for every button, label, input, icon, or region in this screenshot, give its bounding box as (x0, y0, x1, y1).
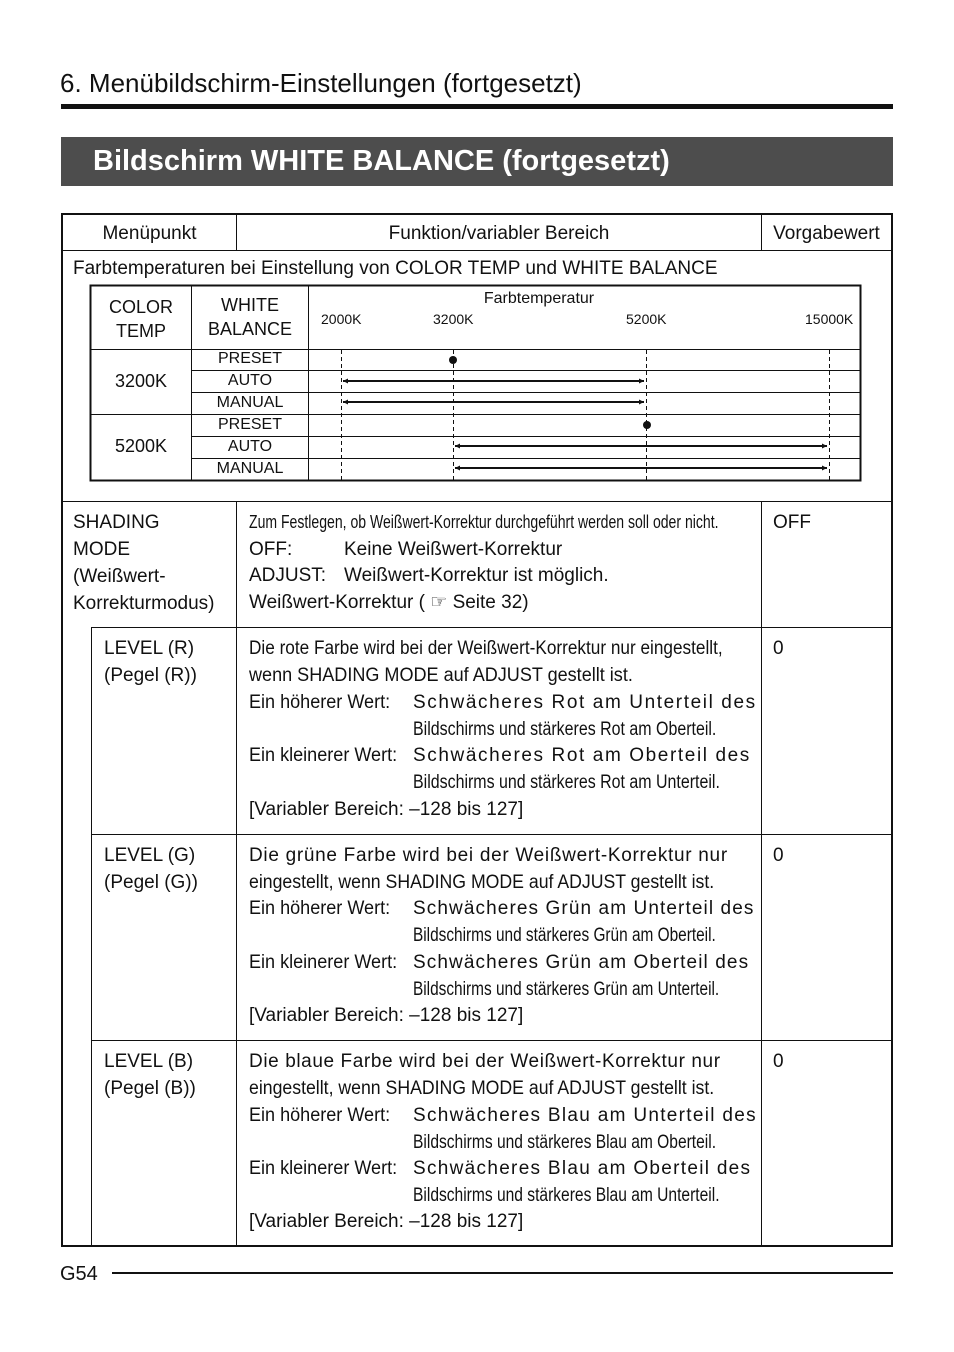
level-g-description: Die grüne Farbe wird bei der Weißwert-Korrektur nur eingestellt, wenn SHADING MODE auf ADJUST gestellt ist. (249, 845, 728, 893)
higher-value-label: Ein höherer Wert: (249, 898, 391, 919)
wb-mode-preset: PRESET (217, 416, 282, 433)
higher-value-effect: Schwächeres Blau am Unterteil des Bildschirms und stärkeres Blau am Oberteil. (413, 1105, 757, 1153)
wb-mode-manual: MANUAL (216, 394, 284, 411)
column-header-default: Vorgabewert (773, 223, 880, 244)
variable-range: [Variabler Bereich: –128 bis 127] (249, 799, 524, 820)
option-adjust-value: Weißwert-Korrektur ist möglich. (344, 565, 609, 586)
group-temp-5200k: 5200K (114, 436, 168, 456)
default-value: 0 (773, 845, 784, 866)
axis-tick-2000k: 2000K (321, 311, 362, 327)
option-off-value: Keine Weißwert-Korrektur (344, 539, 563, 560)
wb-mode-auto: AUTO (227, 372, 273, 389)
default-value: 0 (773, 1051, 784, 1072)
level-b-description: Die blaue Farbe wird bei der Weißwert-Korrektur nur eingestellt, wenn SHADING MODE auf ADJUST gestellt ist. (249, 1051, 721, 1099)
wb-mode-preset: PRESET (217, 350, 282, 367)
variable-range: [Variabler Bereich: –128 bis 127] (249, 1211, 524, 1232)
menu-item-level-g: LEVEL (G) (Pegel (G)) (104, 845, 198, 893)
default-value: 0 (773, 638, 784, 659)
axis-title: Farbtemperatur (483, 290, 595, 307)
menu-item-level-b: LEVEL (B) (Pegel (B)) (104, 1051, 196, 1099)
pointing-hand-icon: ☞ (430, 592, 448, 613)
variable-range: [Variabler Bereich: –128 bis 127] (249, 1005, 524, 1026)
lower-value-label: Ein kleinerer Wert: (249, 1158, 398, 1179)
lower-value-effect: Schwächeres Rot am Oberteil des Bildschirms und stärkeres Rot am Unterteil. (413, 745, 751, 793)
option-off-key: OFF: (249, 539, 293, 560)
page-number: G54 (60, 1263, 98, 1285)
higher-value-effect: Schwächeres Grün am Unterteil des Bildschirms und stärkeres Grün am Oberteil. (413, 898, 755, 946)
shading-mode-intro: Zum Festlegen, ob Weißwert-Korrektur durchgeführt werden soll oder nicht. (249, 512, 719, 532)
lower-value-label: Ein kleinerer Wert: (249, 745, 398, 766)
wb-mode-auto: AUTO (227, 438, 273, 455)
menu-item-shading-mode: SHADING MODE (Weißwert- Korrekturmodus) (73, 512, 215, 614)
footer-rule (112, 1272, 893, 1274)
lower-value-effect: Schwächeres Grün am Oberteil des Bildschirms und stärkeres Grün am Unterteil. (413, 952, 750, 1000)
lower-value-label: Ein kleinerer Wert: (249, 952, 398, 973)
axis-tick-5200k: 5200K (626, 311, 667, 327)
wb-mode-manual: MANUAL (216, 460, 284, 477)
option-adjust-key: ADJUST: (249, 565, 327, 586)
menu-item-level-r: LEVEL (R) (Pegel (R)) (104, 638, 197, 686)
axis-tick-15000k: 15000K (805, 311, 854, 327)
preset-5200k-marker (643, 421, 651, 429)
higher-value-label: Ein höherer Wert: (249, 692, 391, 713)
lower-value-effect: Schwächeres Blau am Oberteil des Bildschirms und stärkeres Blau am Unterteil. (413, 1158, 752, 1206)
temperature-marks (343, 356, 827, 468)
column-header-item: Menüpunkt (102, 223, 197, 244)
higher-value-label: Ein höherer Wert: (249, 1105, 391, 1126)
page-reference: Weißwert-Korrektur ( ☞ Seite 32) (249, 592, 529, 613)
group-temp-3200k: 3200K (114, 371, 168, 391)
whitebalance-col-header: WHITE BALANCE (207, 295, 293, 339)
chapter-title: 6. Menübildschirm-Einstellungen (fortgesetzt) (60, 68, 582, 98)
section-title: Bildschirm WHITE BALANCE (fortgesetzt) (93, 145, 670, 177)
level-r-description: Die rote Farbe wird bei der Weißwert-Korrektur nur eingestellt, wenn SHADING MODE auf ADJUST gestellt ist. (249, 638, 723, 686)
colortemp-col-header: COLOR TEMP (108, 297, 173, 341)
colortemp-caption: Farbtemperaturen bei Einstellung von COLOR TEMP und WHITE BALANCE (73, 258, 718, 279)
axis-tick-3200k: 3200K (433, 311, 474, 327)
preset-3200k-marker (449, 356, 457, 364)
higher-value-effect: Schwächeres Rot am Unterteil des Bildschirms und stärkeres Rot am Oberteil. (413, 692, 757, 740)
column-header-function: Funktion/variabler Bereich (388, 223, 610, 244)
default-value: OFF (773, 512, 811, 533)
